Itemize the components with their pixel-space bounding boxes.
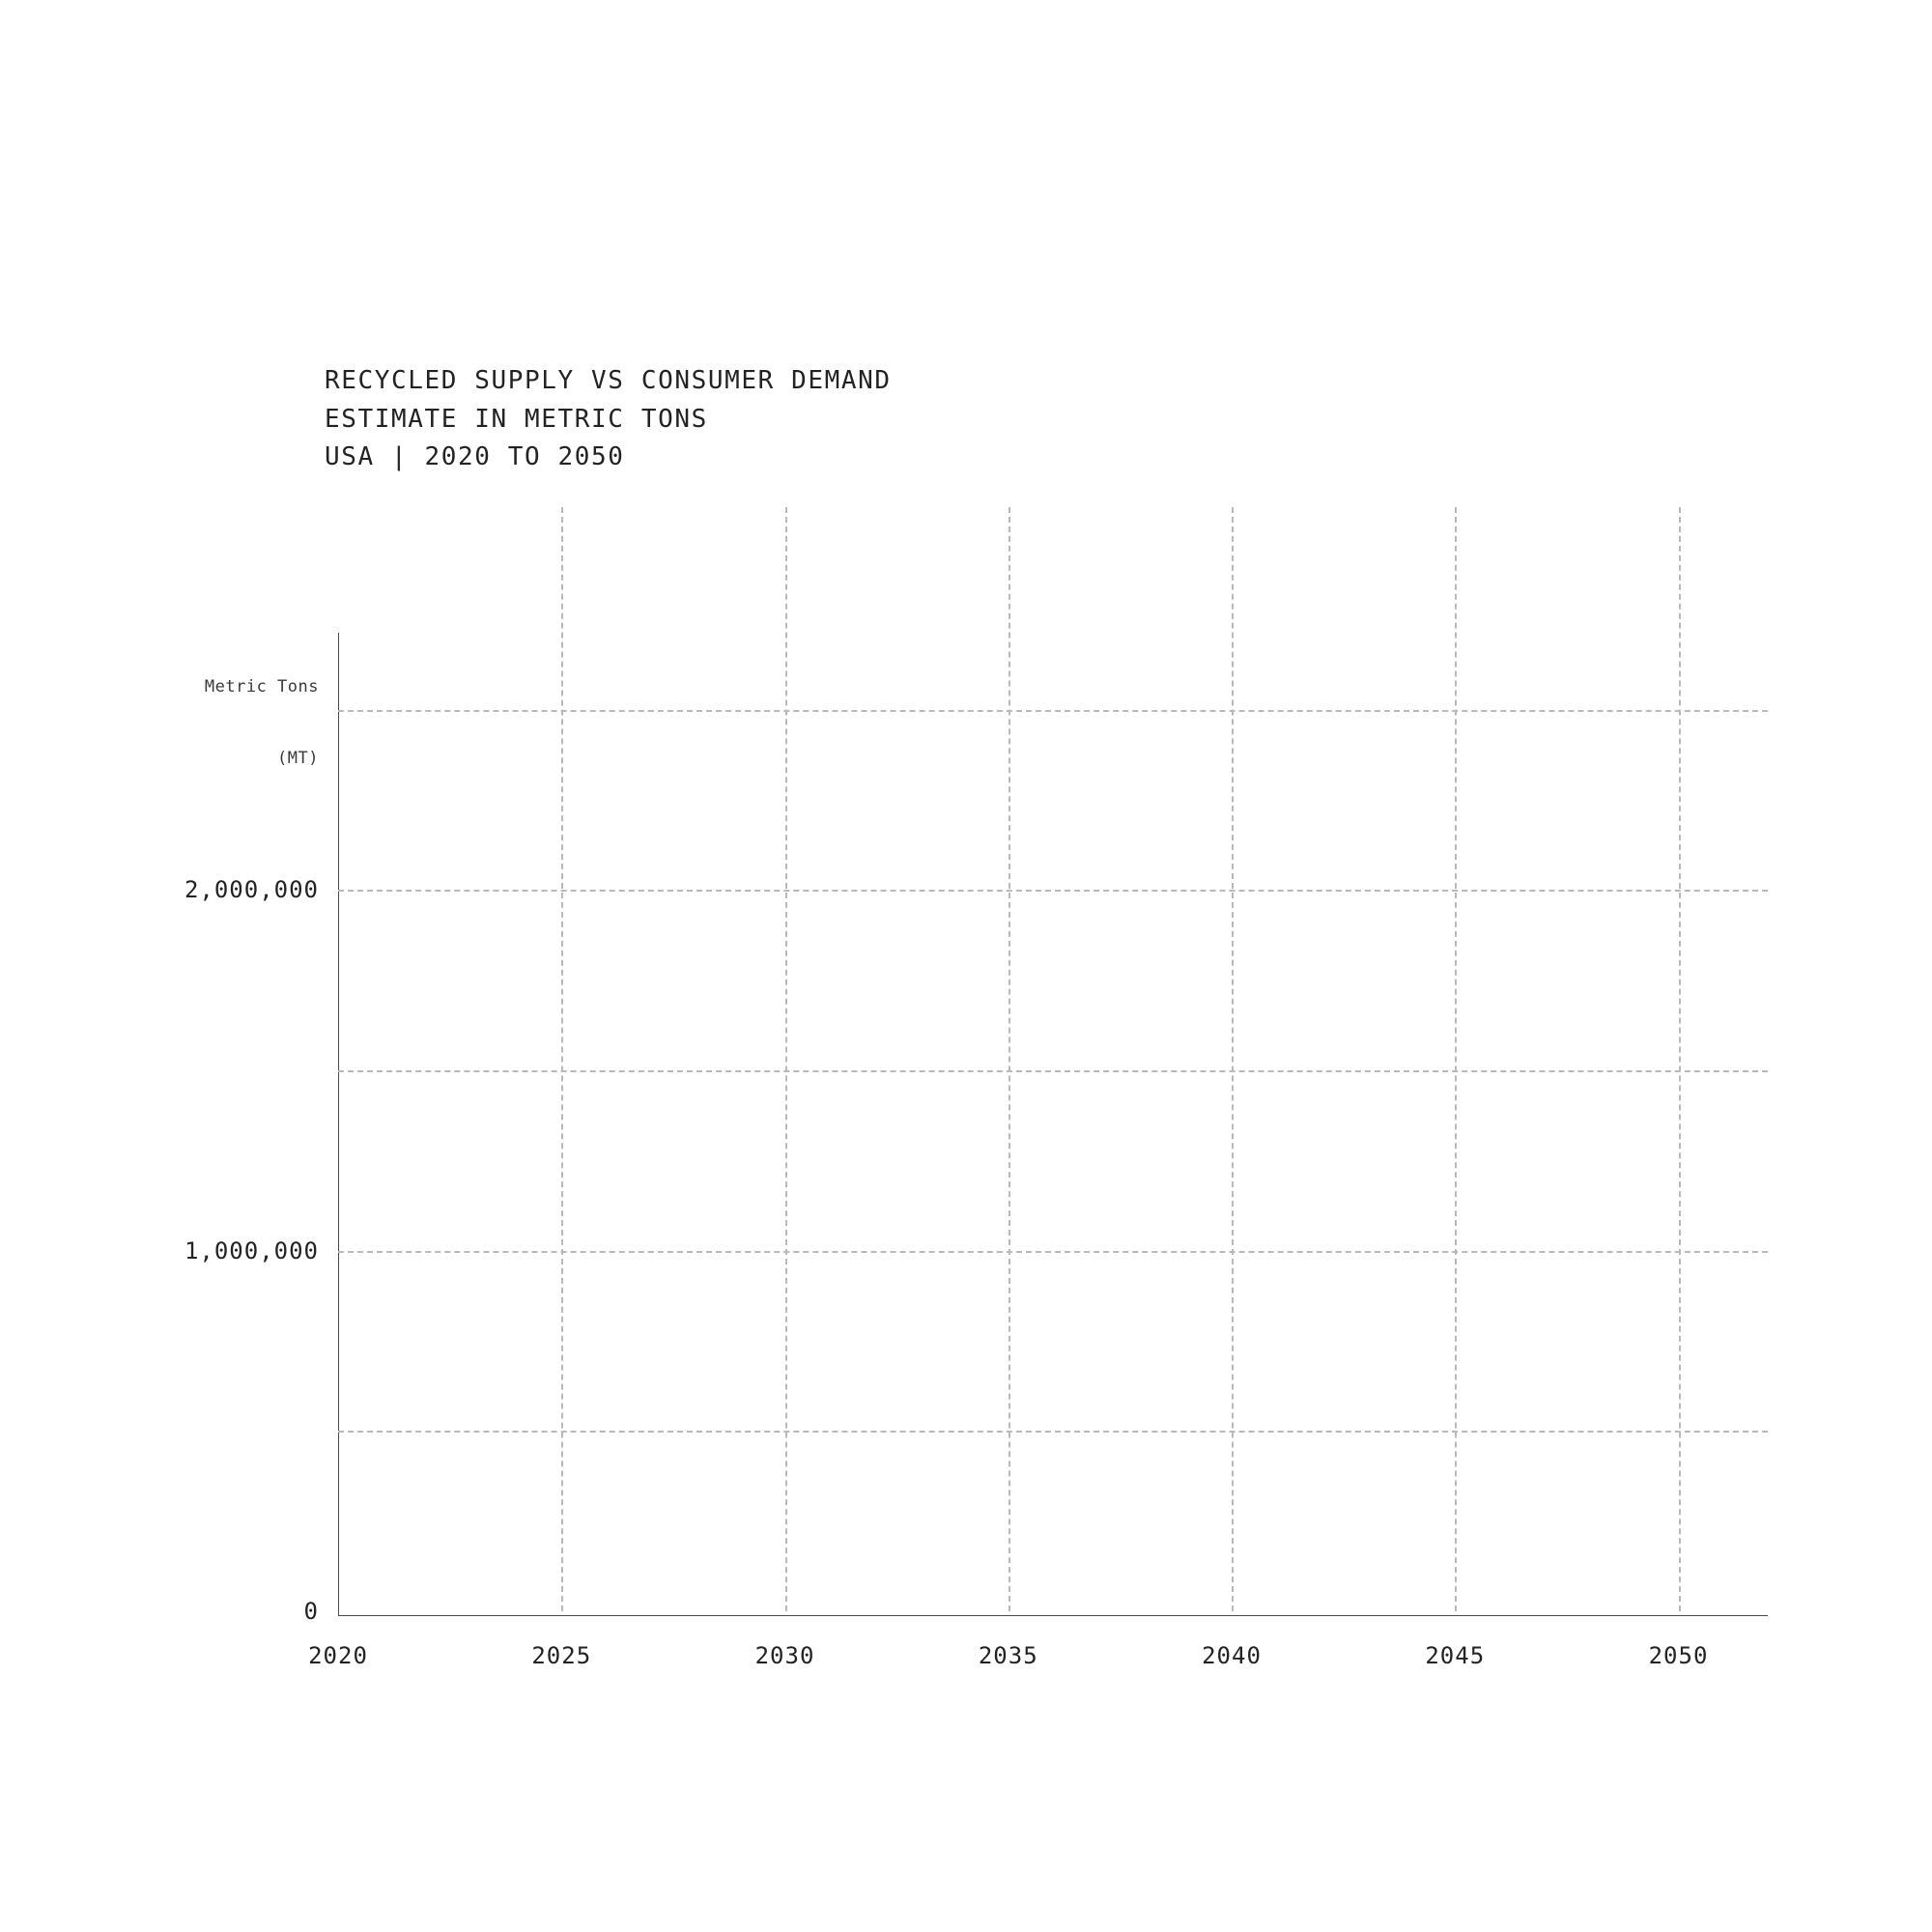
- gridline-vertical: [1679, 507, 1681, 1611]
- x-tick-label: 2045: [1425, 1642, 1486, 1669]
- gridline-vertical: [1455, 507, 1457, 1611]
- y-axis-title-line-2: (MT): [277, 749, 319, 769]
- x-tick-label: 2035: [978, 1642, 1038, 1669]
- x-tick-label: 2025: [531, 1642, 592, 1669]
- gridline-vertical: [785, 507, 787, 1611]
- x-axis-line: [338, 1615, 1768, 1616]
- gridline-horizontal: [338, 1431, 1768, 1433]
- title-line-2: ESTIMATE IN METRIC TONS: [325, 404, 708, 434]
- y-tick-label: 0: [303, 1598, 319, 1625]
- gridline-horizontal: [338, 710, 1768, 712]
- gridline-vertical: [561, 507, 563, 1611]
- x-tick-label: 2030: [754, 1642, 815, 1669]
- title-line-1: RECYCLED SUPPLY VS CONSUMER DEMAND: [325, 366, 892, 395]
- x-tick-label: 2050: [1648, 1642, 1709, 1669]
- y-axis-title-line-1: Metric Tons: [204, 677, 319, 697]
- y-tick-label: 2,000,000: [184, 876, 319, 904]
- title-line-3: USA | 2020 TO 2050: [325, 442, 625, 472]
- x-tick-label: 2040: [1202, 1642, 1262, 1669]
- gridline-vertical: [1009, 507, 1010, 1611]
- gridline-horizontal: [338, 1070, 1768, 1072]
- gridline-horizontal: [338, 890, 1768, 892]
- gridline-horizontal: [338, 1251, 1768, 1253]
- x-tick-label: 2020: [308, 1642, 368, 1669]
- plot-area: [338, 638, 1768, 1611]
- y-tick-label: 1,000,000: [184, 1236, 319, 1264]
- y-tick-labels: [0, 0, 319, 1932]
- gridline-vertical: [1232, 507, 1234, 1611]
